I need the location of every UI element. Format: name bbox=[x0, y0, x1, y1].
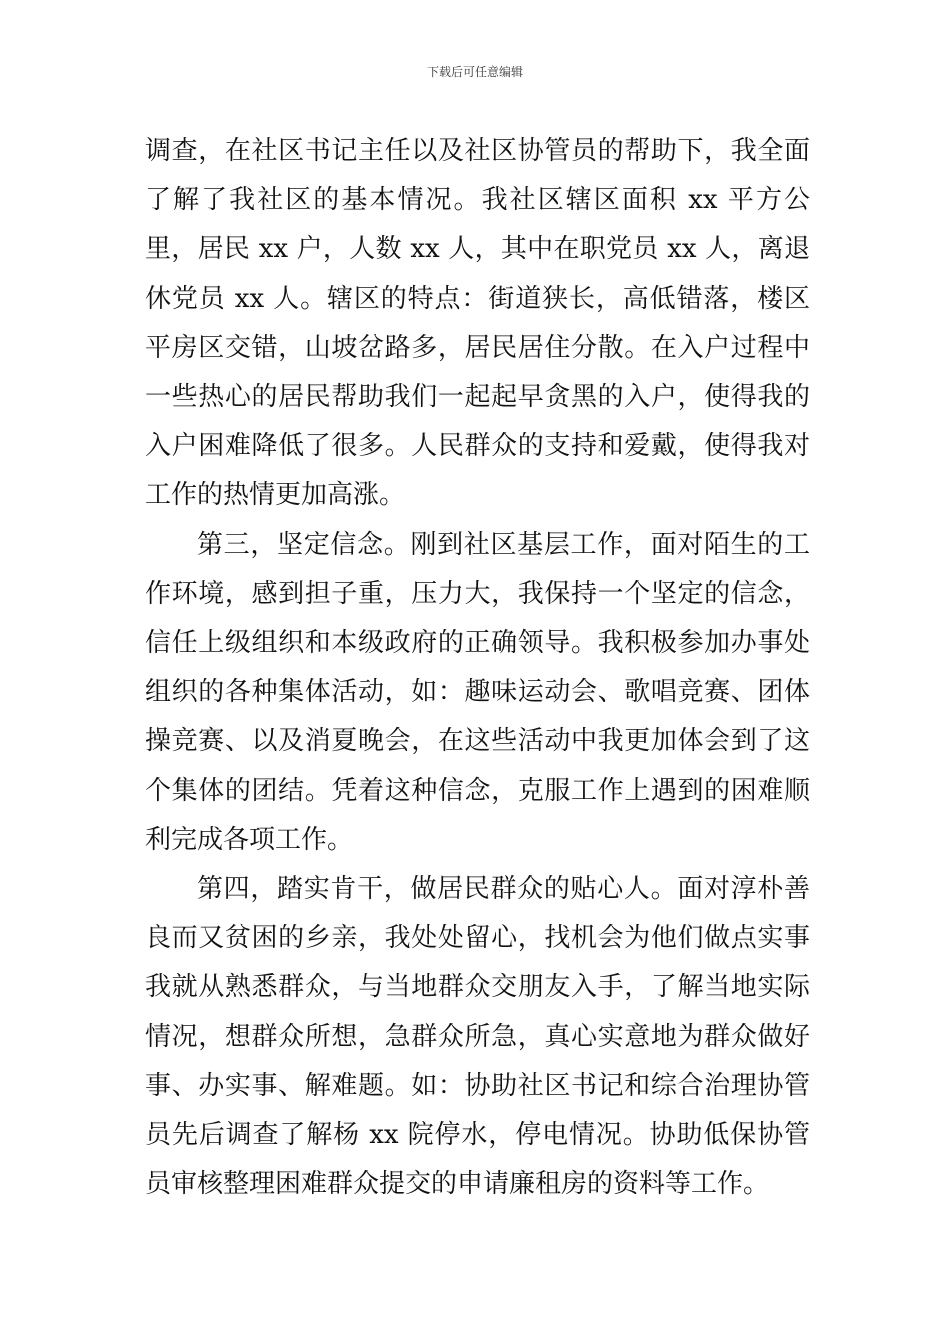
paragraph-fourth-point: 第四，踏实肯干，做居民群众的贴心人。面对淳朴善良而又贫困的乡亲，我处处留心，找机会为他们做点实事我就从熟悉群众，与当地群众交朋友入手，了解当地实际情况，想群众所想，急群众所急，真心实意地为群众做好事、办实事、解难题。如：协助社区书记和综合治理协管员先后调查了解杨 xx 院停水，停电情况。协助低保协管员审核整理困难群众提交的申请廉租房的资料等工作。 bbox=[145, 874, 810, 1200]
page-header: 下载后可任意编辑 bbox=[426, 65, 523, 79]
paragraph-third-point: 第三，坚定信念。刚到社区基层工作，面对陌生的工作环境，感到担子重，压力大，我保持一个坚定的信念，信任上级组织和本级政府的正确领导。我积极参加办事处组织的各种集体活动，如：趣味运动会、歌唱竞赛、团体操竞赛、以及消夏晚会，在这些活动中我更加体会到了这个集体的团结。凭着这种信念，克服工作上遇到的困难顺利完成各项工作。 bbox=[145, 529, 810, 855]
document-body bbox=[145, 127, 810, 1209]
paragraph-continuation: 调查，在社区书记主任以及社区协管员的帮助下，我全面了解了我社区的基本情况。我社区辖区面积 xx 平方公里，居民 xx 户，人数 xx 人，其中在职党员 xx 人，离退休党员 xx 人。辖区的特点：街道狭长，高低错落，楼区平房区交错，山坡岔路多，居民居住分散。在入户过程中一些热心的居民帮助我们一起起早贪黑的入户，使得我的入户困难降低了很多。人民群众的支持和爱戴，使得我对工作的热情更加高涨。 bbox=[145, 136, 810, 511]
